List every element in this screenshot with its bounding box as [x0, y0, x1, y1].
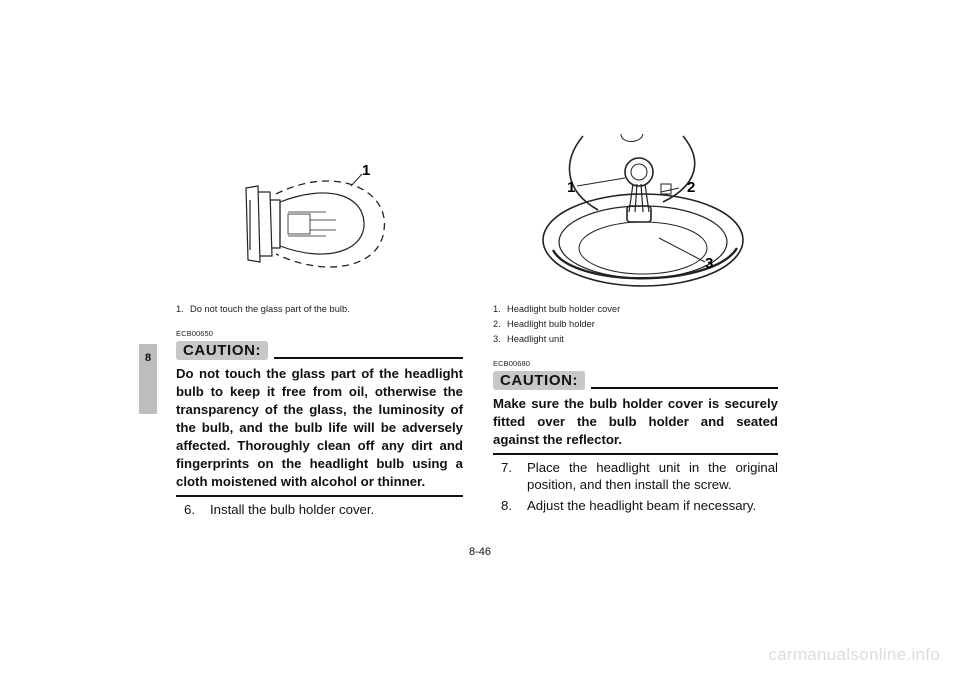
caption-item: 2. Headlight bulb holder — [493, 319, 595, 329]
reference-code: ECB00680 — [493, 359, 531, 368]
bulb-figure — [176, 150, 463, 302]
caution-badge: CAUTION: — [176, 341, 268, 360]
bulb-illustration — [176, 150, 463, 302]
figure-label: 1 — [362, 162, 371, 179]
page-number: 8-46 — [468, 546, 492, 558]
caption-item: 1. Headlight bulb holder cover — [493, 304, 621, 314]
caution-text: Make sure the bulb holder cover is securely fitted over the bulb holder and seated against the reflector. — [493, 395, 778, 455]
left-column — [176, 150, 463, 518]
headlight-figure — [493, 130, 778, 302]
step-item: 8. Adjust the headlight beam if necessary. — [501, 498, 757, 513]
caption-item: 1. Do not touch the glass part of the bulb. — [176, 304, 350, 314]
caution-rule — [274, 357, 463, 359]
figure-label: 1 — [567, 179, 576, 196]
watermark: carmanualsonline.info — [768, 645, 940, 664]
caution-badge: CAUTION: — [493, 371, 585, 390]
step-item: 7. Place the headlight unit in the original position, and then install the screw. — [501, 460, 778, 492]
right-column — [493, 130, 778, 514]
caption-item: 3. Headlight unit — [493, 334, 564, 344]
reference-code: ECB00650 — [176, 329, 214, 338]
figure-label: 3 — [705, 255, 714, 272]
figure-label: 2 — [687, 179, 696, 196]
caution-header — [493, 371, 778, 390]
caution-header — [176, 341, 463, 360]
section-tab: 8 — [139, 344, 157, 414]
step-item: 6. Install the bulb holder cover. — [184, 502, 375, 517]
figure-caption — [176, 302, 463, 317]
caution-text: Do not touch the glass part of the headlight bulb to keep it free from oil, otherwise the transparency of the glass, the luminosity of the bulb, and the bulb life will be adversely affected. Thoroughly clean off any dirt and fingerprints on the headlight bulb using a cloth moistened with alcohol or thinner. — [176, 365, 463, 497]
headlight-illustration — [493, 130, 778, 302]
caution-rule — [591, 387, 778, 389]
figure-caption — [493, 302, 778, 347]
